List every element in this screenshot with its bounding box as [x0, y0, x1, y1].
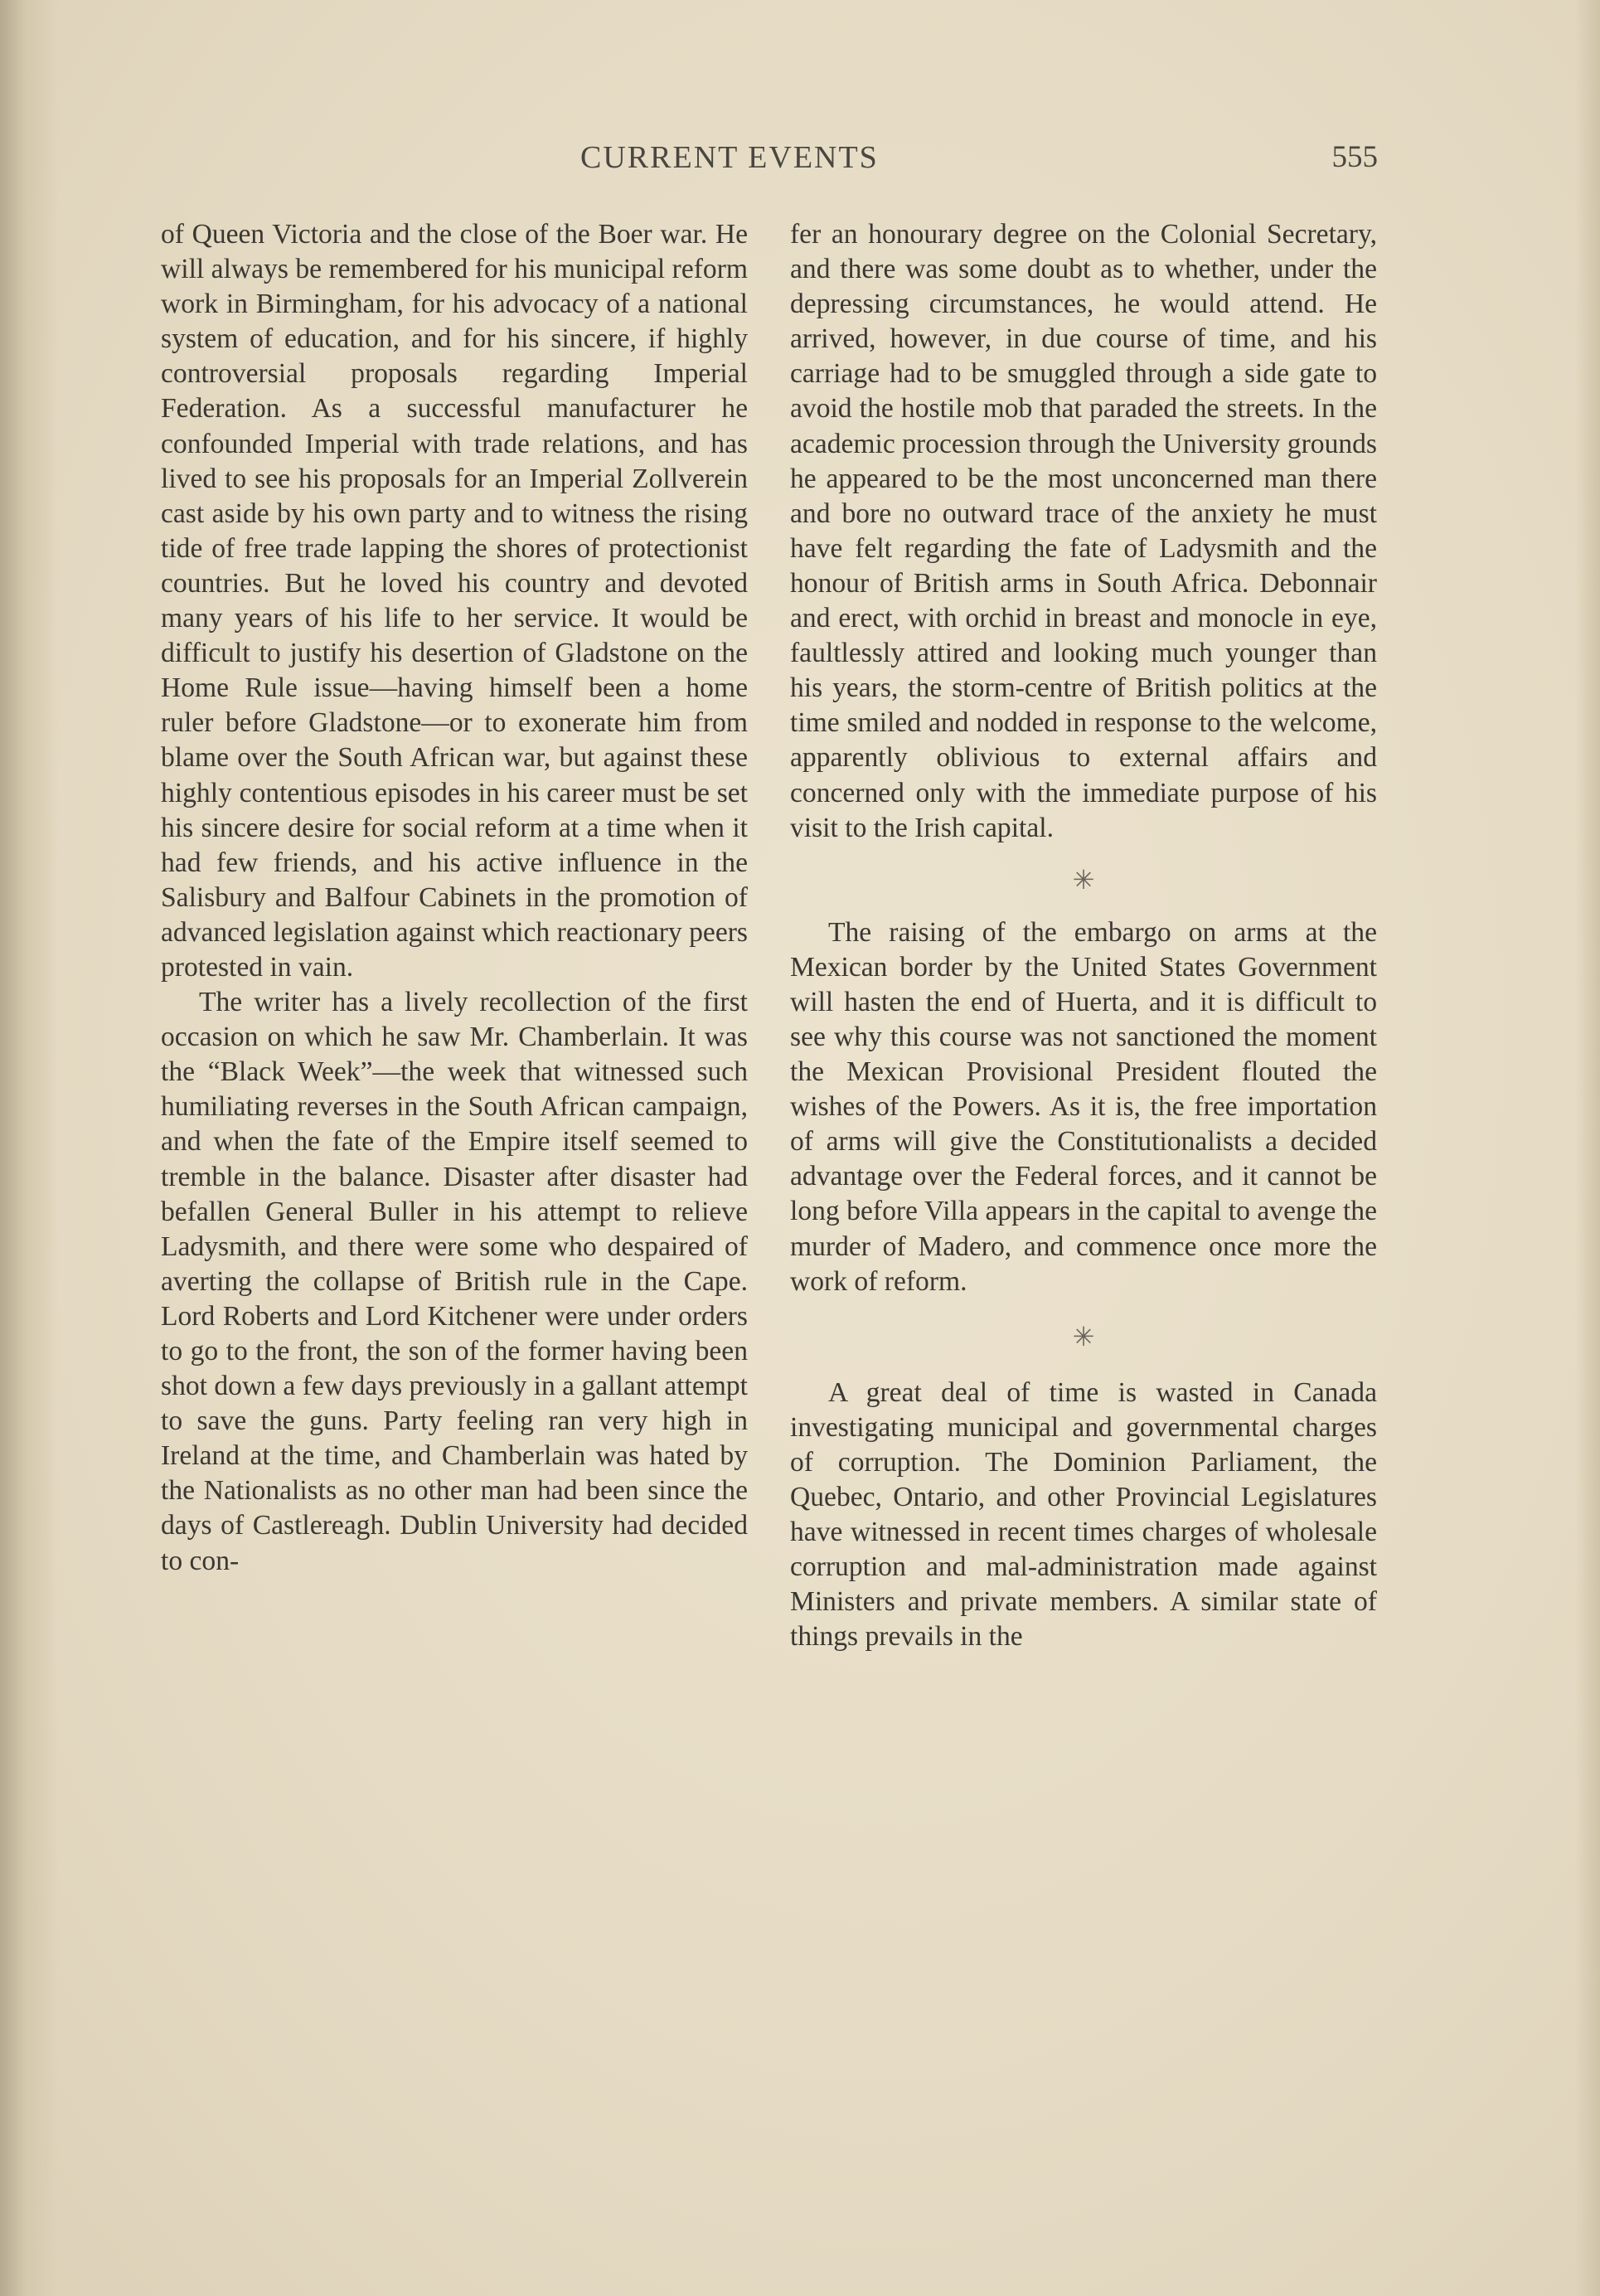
section-separator-icon: ✳ — [1072, 864, 1095, 895]
page-number: 555 — [1331, 140, 1378, 174]
paragraph: fer an honourary degree on the Colonial Secretary, and there was some doubt as to whether, under the depressing circumstances, he would attend. He arrived, however, in due course of time, and his carriage had to be smuggled through a side gate to avoid the hostile mob that paraded the streets. In the academic procession through the University grounds he appeared to be the most unconcerned man there and bore no outward trace of the anxiety he must have felt regarding the fate of Ladysmith and the honour of British arms in South Africa. Debonnair and erect, with orchid in breast and monocle in eye, faultlessly attired and looking much younger than his years, the storm-centre of British politics at the time smiled and nodded in response to the welcome, apparently oblivious to external affairs and concerned only with the immediate purpose of his visit to the Irish capital. — [790, 219, 1377, 843]
paragraph: A great deal of time is wasted in Canada investigating municipal and governmental charges of corruption. The Dominion Parliament, the Quebec, Ontario, and other Provincial Legislatures have witnessed in recent times charges of wholesale corruption and mal-administration made against Ministers and private members. A similar state of things prevails in the — [790, 1376, 1377, 1653]
section-separator-icon: ✳ — [1072, 1321, 1095, 1352]
paragraph: The raising of the embargo on arms at the Mexican border by the United States Government will hasten the end of Huerta, and it is difficult to see why this course was not sanctioned the moment the Mexican Provisional President flouted the wishes of the Powers. As it is, the free importation of arms will give the Constitutionalists a decided advantage over the Federal forces, and it cannot be long before Villa appears in the capital to avenge the murder of Madero, and commence once more the work of reform. — [790, 916, 1377, 1297]
paragraph: The writer has a lively recollection of the first occasion on which he saw Mr. Chamberlain. It was the “Black Week”—the week that witnessed such humiliating reverses in the South African campaign, and when the fate of the Empire itself seemed to tremble in the balance. Disaster after disaster had befallen General Buller in his attempt to relieve Ladysmith, and there were some who despaired of averting the collapse of British rule in the Cape. Lord Roberts and Lord Kitchener were under orders to go to the front, the son of the former having been shot down a few days previously in a gallant attempt to save the guns. Party feeling ran very high in Ireland at the time, and Chamberlain was hated by the Nationalists as no other man had been since the days of Castlereagh. Dublin University had decided to con- — [161, 987, 748, 1576]
paragraph: of Queen Victoria and the close of the Boer war. He will always be remembered for his municipal reform work in Birmingham, for his advocacy of a national system of education, and for his sincere, if highly controversial proposals regarding Imperial Federation. As a successful manufacturer he confounded Imperial with trade relations, and has lived to see his proposals for an Imperial Zollverein cast aside by his own party and to witness the rising tide of free trade lapping the shores of protectionist countries. But he loved his country and devoted many years of his life to her service. It would be difficult to justify his desertion of Gladstone on the Home Rule issue—having himself been a home ruler before Gladstone—or to exonerate him from blame over the South African war, but against these highly contentious episodes in his career must be set his sincere desire for social reform at a time when it had few friends, and his active influence in the Salisbury and Balfour Cabinets in the promotion of advanced legislation against which reactionary peers protested in vain. — [161, 219, 748, 983]
right-column — [790, 217, 1377, 1654]
page-edge — [1575, 0, 1600, 2296]
running-head — [0, 139, 1600, 181]
binding-shadow — [0, 0, 58, 2296]
page-title: CURRENT EVENTS — [580, 140, 879, 175]
left-column — [161, 217, 748, 1579]
